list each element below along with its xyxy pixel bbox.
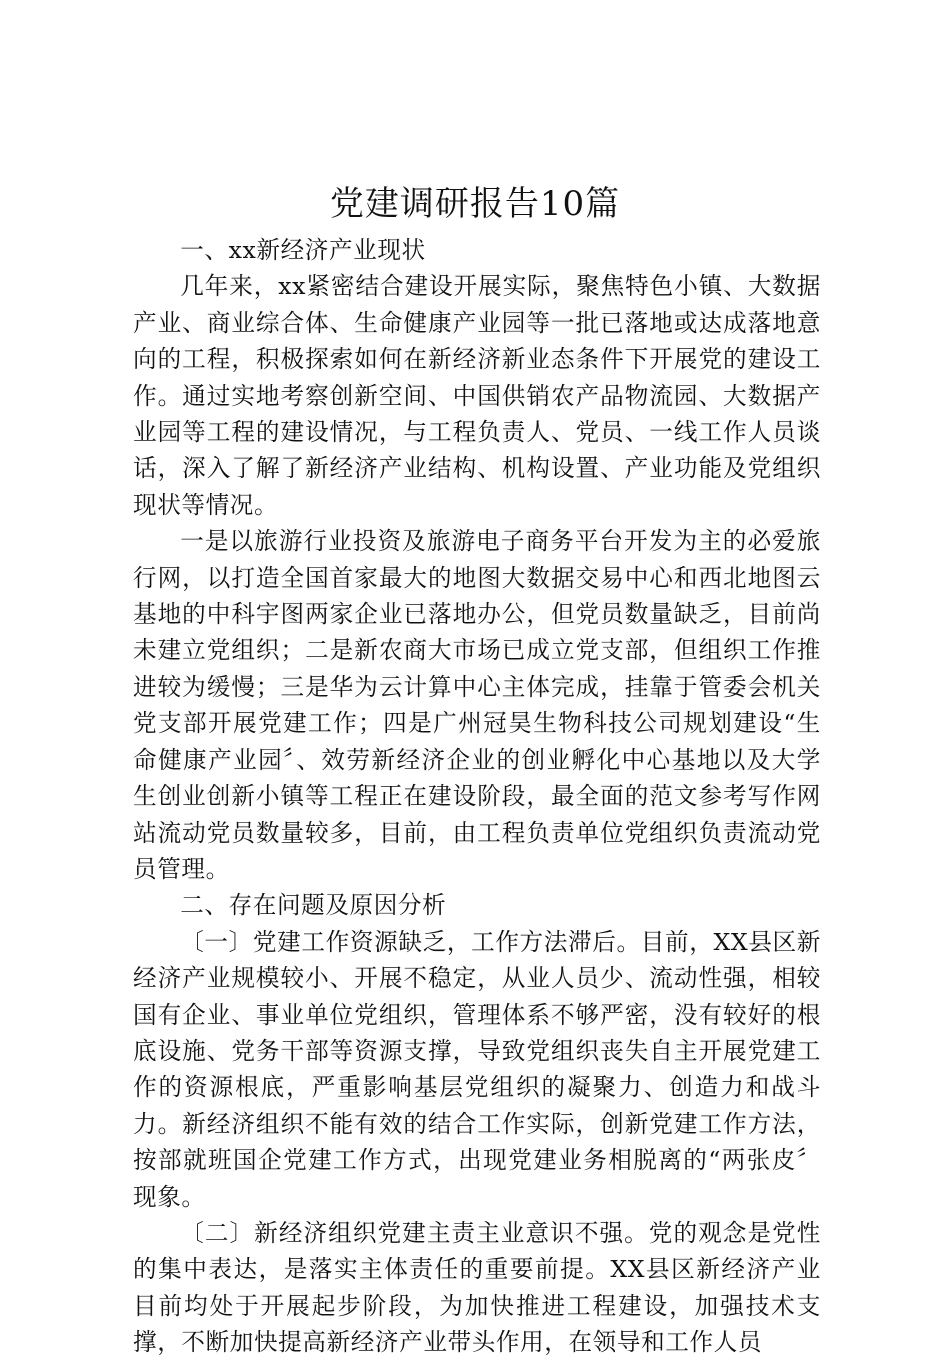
paragraph: 几年来，xx紧密结合建设开展实际，聚焦特色小镇、大数据产业、商业综合体、生命健康产业园等一批已落地或达成落地意向的工程，积极探索如何在新经济新业态条件下开展党的建设工作。通过实地考察创新空间、中国供销农产品物流园、大数据产业园等工程的建设情况，与工程负责人、党员、一线工作人员谈话，深入了解了新经济产业结构、机构设置、产业功能及党组织现状等情况。 [133,272,821,519]
paragraph: 〔二〕新经济组织党建主责主业意识不强。党的观念是党性的集中表达，是落实主体责任的重要前提。XX县区新经济产业目前均处于开展起步阶段，为加快推进工程建设，加强技术支撑，不断加快提高新经济产业带头作用，在领导和工作人员 [133,1218,821,1357]
document-title: 党建调研报告10篇 [329,184,621,224]
section-heading: 二、存在问题及原因分析 [180,891,447,920]
document-body [133,232,821,1361]
paragraph: 一是以旅游行业投资及旅游电子商务平台开发为主的必爱旅行网，以打造全国首家最大的地图大数据交易中心和西北地图云基地的中科宇图两家企业已落地办公，但党员数量缺乏，目前尚未建立党组织；二是新农商大市场已成立党支部，但组织工作推进较为缓慢；三是华为云计算中心主体完成，挂靠于管委会机关党支部开展党建工作；四是广州冠昊生物科技公司规划建设“生命健康产业园〞、效劳新经济企业的创业孵化中心基地以及大学生创业创新小镇等工程正在建设阶段，最全面的范文参考写作网站流动党员数量较多，目前，由工程负责单位党组织负责流动党员管理。 [133,527,821,883]
paragraph: 〔一〕党建工作资源缺乏，工作方法滞后。目前，XX县区新经济产业规模较小、开展不稳定，从业人员少、流动性强，相较国有企业、事业单位党组织，管理体系不够严密，没有较好的根底设施、党务干部等资源支撑，导致党组织丧失自主开展党建工作的资源根底，严重影响基层党组织的凝聚力、创造力和战斗力。新经济组织不能有效的结合工作实际，创新党建工作方法，按部就班国企党建工作方式，出现党建业务相脱离的“两张皮〞现象。 [133,927,821,1211]
section-heading: 一、xx新经济产业现状 [180,236,426,264]
